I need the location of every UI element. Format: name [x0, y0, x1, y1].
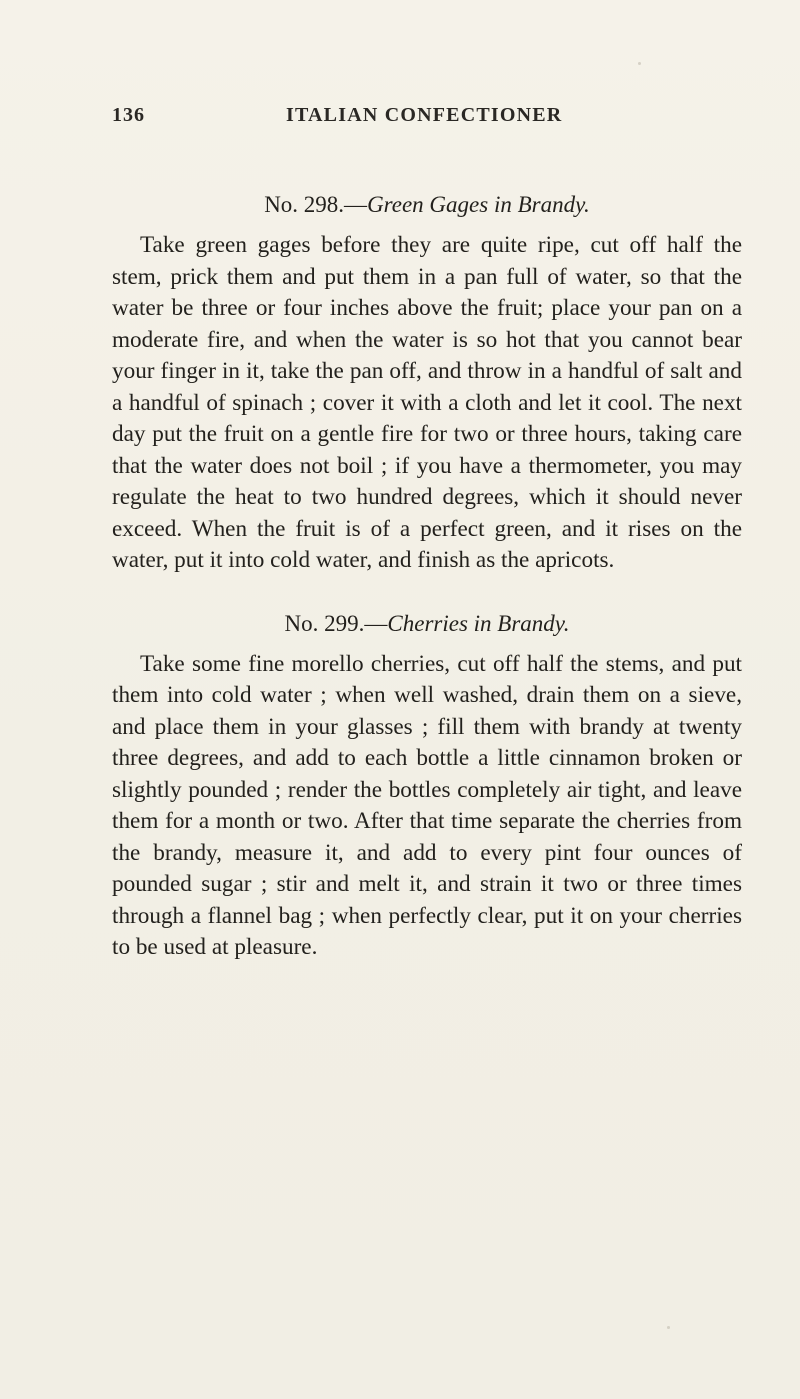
paper-speck [638, 62, 641, 65]
running-title: ITALIAN CONFECTIONER [286, 104, 563, 126]
paper-speck [667, 1326, 670, 1329]
recipe-299 [112, 599, 742, 964]
recipe-text [112, 180, 742, 964]
running-head [112, 104, 712, 144]
recipe-instructions: Take green gages before they are quite ripe, cut off half the stem, prick them and put them in a pan full of water, so that the water be three or four inches above the fruit; place your pan on a moderate fire, and when the water is so hot that you cannot bear your finger in it, take the pan off, and throw in a handful of salt and a handful of spinach ; cover it with a cloth and let it cool. The next day put the fruit on a gentle fire for two or three hours, taking care that the water does not boil ; if you have a thermometer, you may regulate the heat to two hundred degrees, which it should never exceed. When the fruit is of a perfect green, and it rises on the water, put it into cold water, and finish as the apricots. [112, 232, 742, 573]
recipe-heading [112, 599, 742, 649]
recipe-title: Cherries in Brandy. [387, 610, 570, 636]
recipe-number: No. 298.— [264, 192, 368, 217]
page-number: 136 [112, 104, 145, 126]
recipe-heading [112, 180, 742, 230]
recipe-298 [112, 180, 742, 577]
recipe-instructions: Take some fine morello cherries, cut off half the stems, and put them into cold water ; when well washed, drain them on a sieve, and place them in your glasses ; fill them with brandy at twenty three degrees, and add to each bottle a little cinnamon broken or slightly pounded ; render the bottles completely air tight, and leave them for a month or two. After that time separate the cherries from the brandy, measure it, and add to every pint four ounces of pounded sugar ; stir and melt it, and strain it two or three times through a flannel bag ; when perfectly clear, put it on your cherries to be used at pleasure. [112, 650, 742, 960]
recipe-title: Green Gages in Brandy. [367, 192, 590, 217]
recipe-number: No. 299.— [284, 610, 388, 636]
